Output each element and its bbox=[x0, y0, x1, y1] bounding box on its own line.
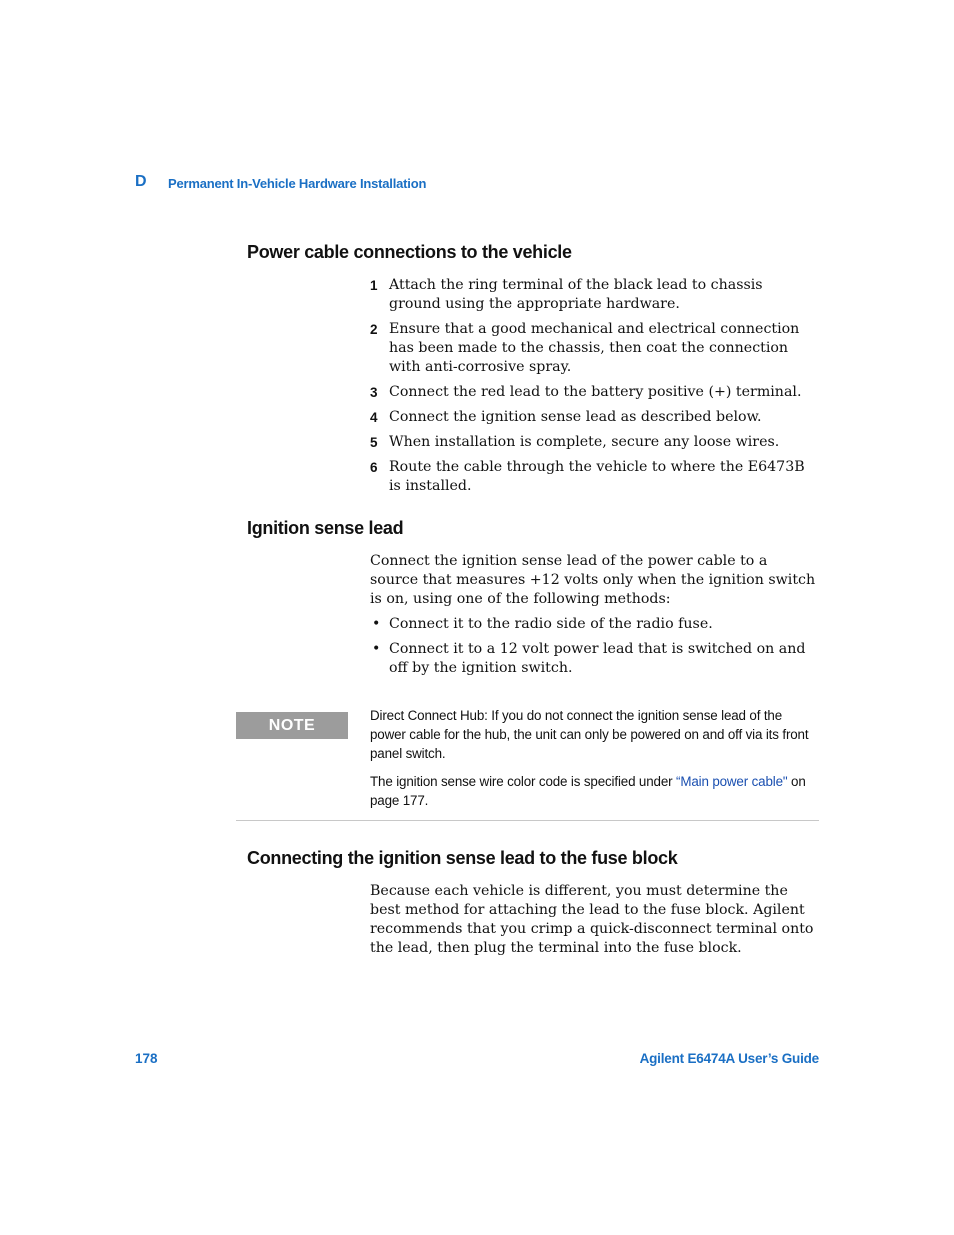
main-power-cable-link[interactable]: “Main power cable" bbox=[676, 774, 788, 789]
bullet-mark: • bbox=[372, 616, 381, 632]
step-number: 5 bbox=[370, 435, 378, 450]
chapter-letter: D bbox=[135, 173, 147, 190]
note-text bbox=[370, 706, 815, 810]
chapter-title: Permanent In-Vehicle Hardware Installation bbox=[168, 176, 427, 191]
note-paragraph-1: Direct Connect Hub: If you do not connect the ignition sense lead of the power cable for the hub, the unit can only be powered on and off via its front panel switch. bbox=[370, 708, 809, 761]
step-text: Attach the ring terminal of the black lead to chassis ground using the appropriate hardware. bbox=[389, 277, 763, 312]
list-item bbox=[370, 433, 818, 452]
ignition-block bbox=[370, 552, 818, 684]
guide-title: Agilent E6474A User’s Guide bbox=[639, 1051, 819, 1066]
step-text: Connect the ignition sense lead as described below. bbox=[389, 409, 762, 425]
heading-fuse-block: Connecting the ignition sense lead to the fuse block bbox=[247, 848, 678, 868]
step-number: 4 bbox=[370, 410, 378, 425]
list-item bbox=[370, 408, 818, 427]
step-number: 1 bbox=[370, 278, 378, 293]
step-text: Route the cable through the vehicle to where the E6473B is installed. bbox=[389, 459, 805, 494]
page-number: 178 bbox=[135, 1051, 158, 1066]
step-text: When installation is complete, secure any loose wires. bbox=[389, 434, 780, 450]
heading-ignition-sense: Ignition sense lead bbox=[247, 518, 404, 538]
note-paragraph-2 bbox=[370, 772, 815, 810]
power-steps-block bbox=[370, 276, 818, 502]
bullet-mark: • bbox=[372, 641, 381, 657]
ignition-methods-list bbox=[370, 615, 818, 678]
ignition-intro: Connect the ignition sense lead of the power cable to a source that measures +12 volts only when the ignition switch is on, using one of the following methods: bbox=[370, 553, 816, 607]
step-text: Ensure that a good mechanical and electrical connection has been made to the chassis, then coat the connection with anti-corrosive spray. bbox=[389, 321, 800, 375]
step-number: 3 bbox=[370, 385, 378, 400]
list-item bbox=[370, 276, 818, 314]
fuse-block-body bbox=[370, 882, 818, 958]
step-text: Connect the red lead to the battery positive (+) terminal. bbox=[389, 384, 802, 400]
list-item bbox=[370, 320, 818, 377]
power-steps-list bbox=[370, 276, 818, 496]
note-badge: NOTE bbox=[236, 712, 348, 739]
list-item bbox=[370, 458, 818, 496]
bullet-text: Connect it to the radio side of the radio fuse. bbox=[389, 616, 713, 632]
step-number: 6 bbox=[370, 460, 378, 475]
heading-power-cable: Power cable connections to the vehicle bbox=[247, 242, 572, 262]
step-number: 2 bbox=[370, 322, 378, 337]
list-item bbox=[370, 383, 818, 402]
note-paragraph-2-suffix: on page 177. bbox=[370, 774, 806, 808]
fuse-block-paragraph: Because each vehicle is different, you must determine the best method for attaching the lead to the fuse block. Agilent recommends that you crimp a quick-disconnect terminal onto the lead, then plug the terminal into the fuse block. bbox=[370, 883, 814, 956]
bullet-text: Connect it to a 12 volt power lead that is switched on and off by the ignition switch. bbox=[389, 641, 806, 676]
note-divider bbox=[236, 820, 819, 821]
list-item bbox=[370, 640, 818, 678]
list-item bbox=[370, 615, 818, 634]
note-paragraph-2-prefix: The ignition sense wire color code is specified under bbox=[370, 774, 677, 789]
